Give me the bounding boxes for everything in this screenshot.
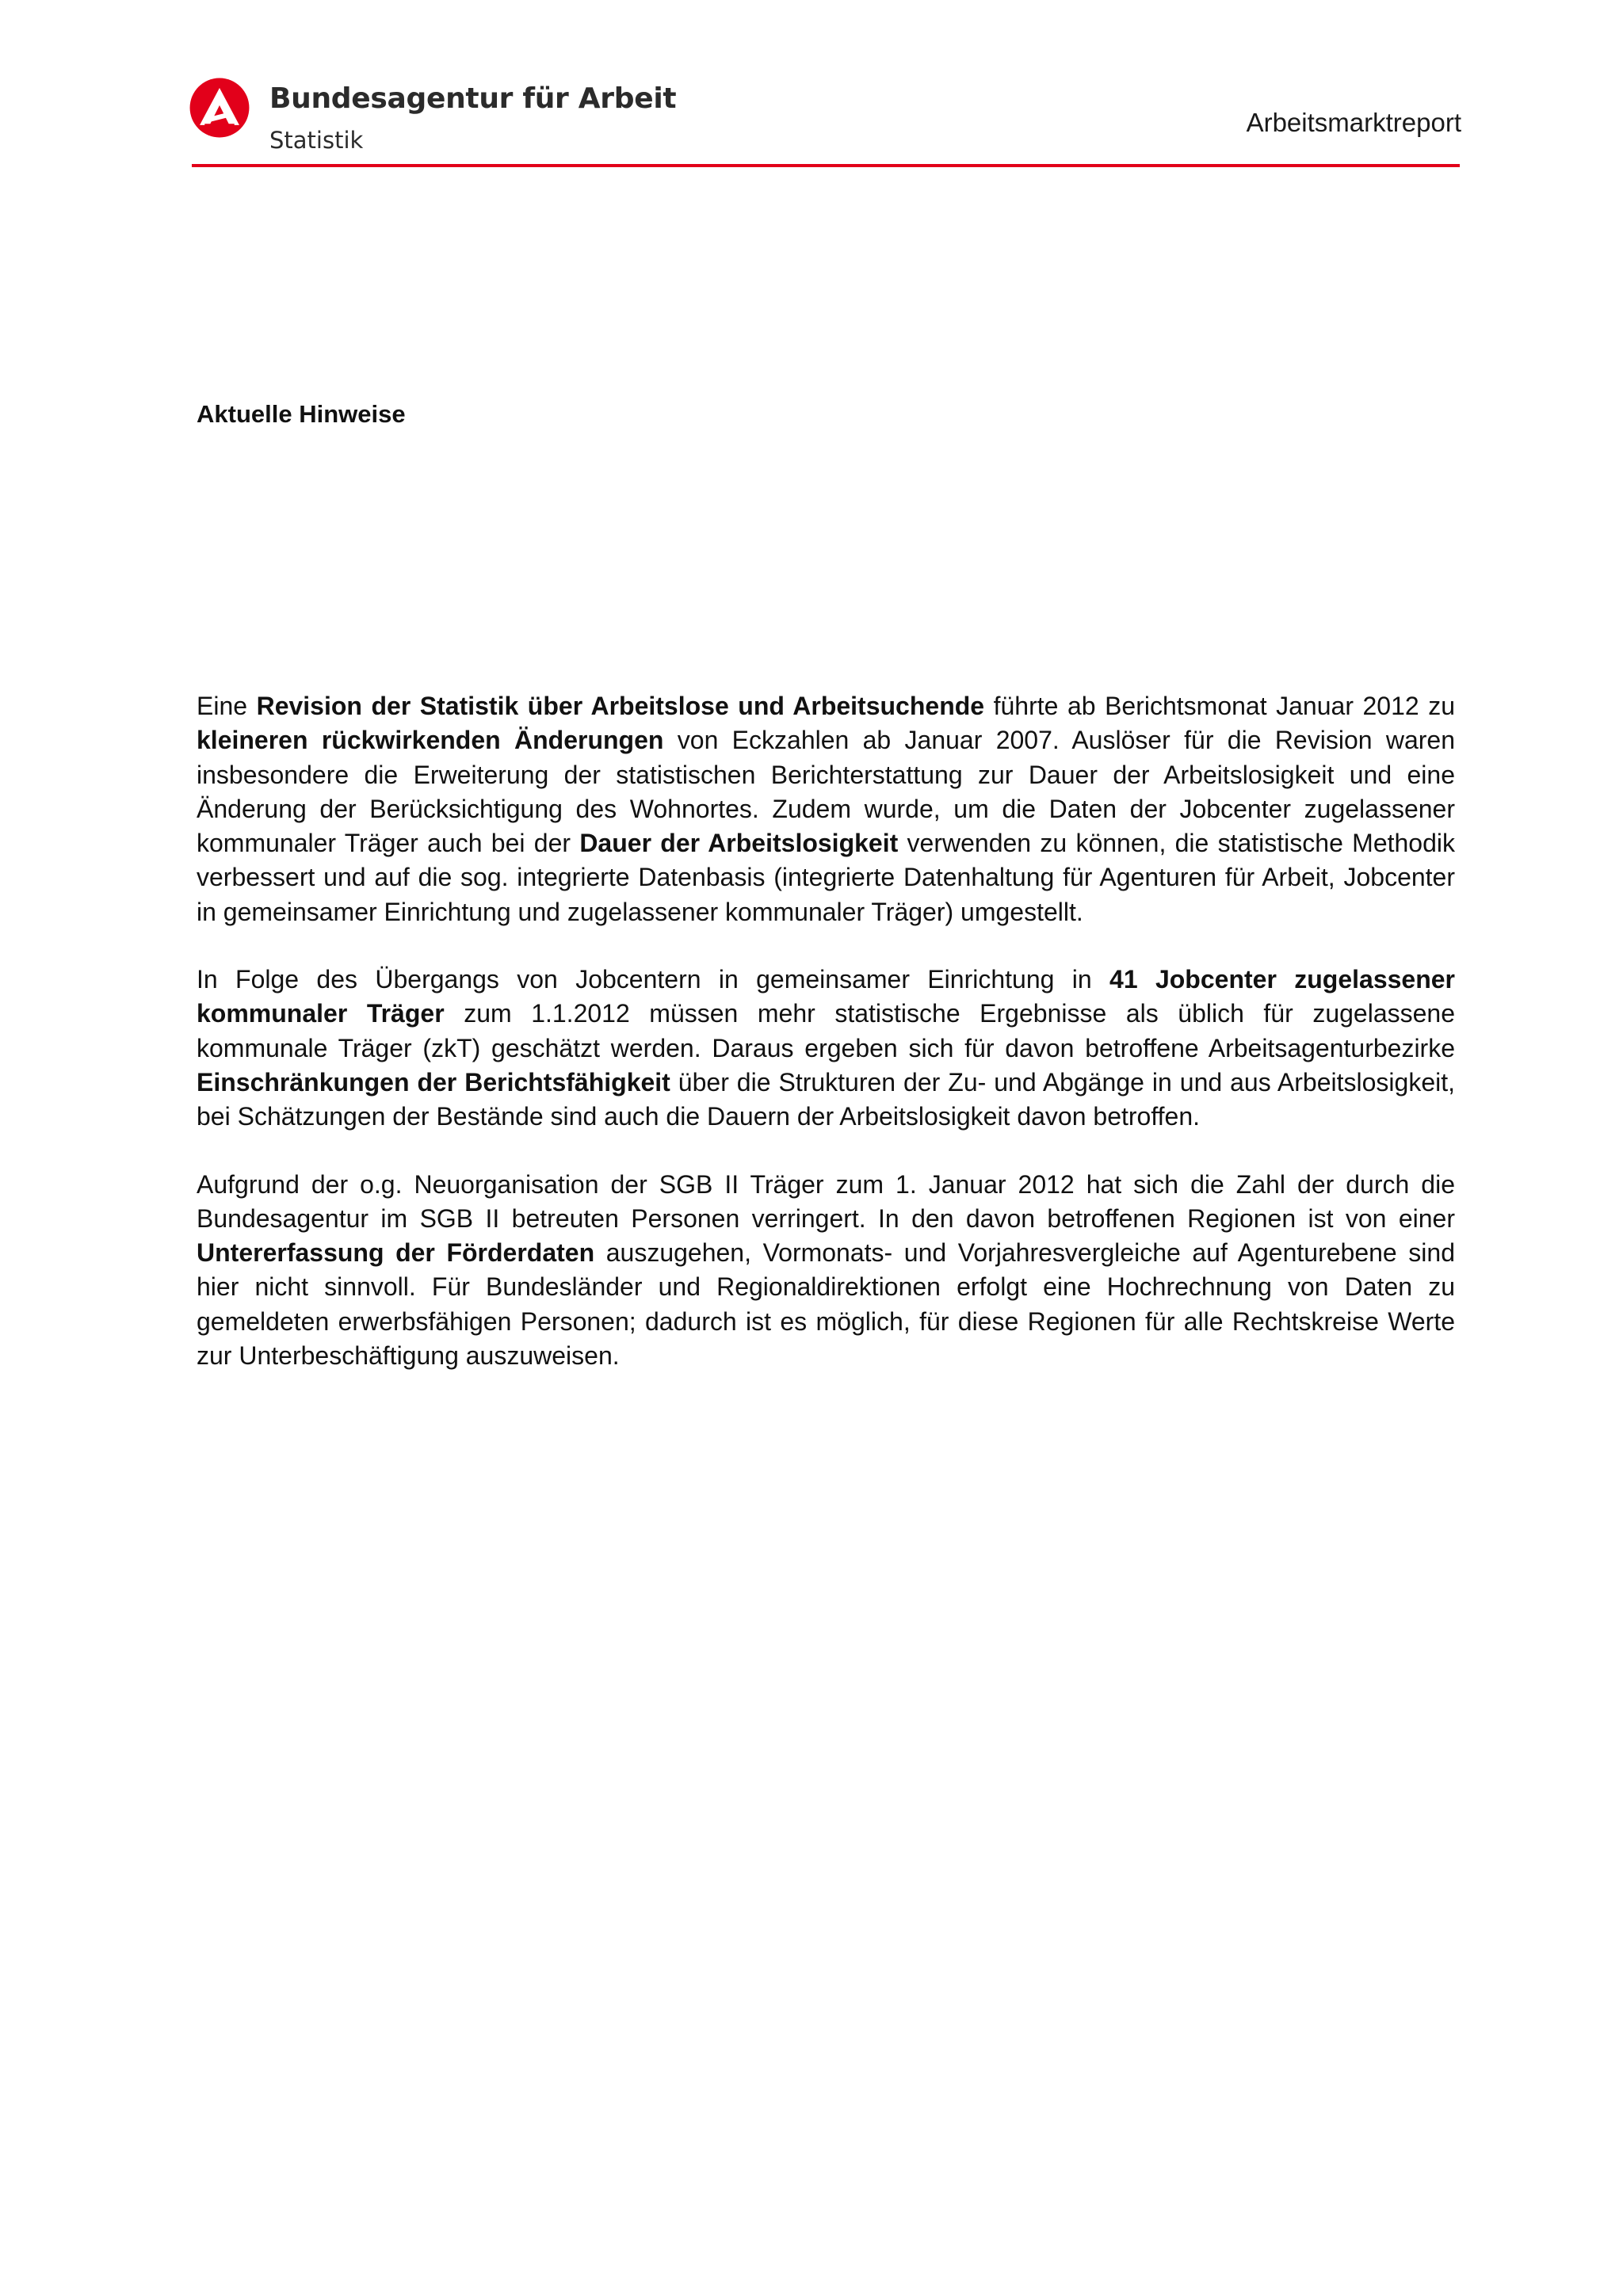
paragraph	[197, 689, 1455, 929]
body-text: Aufgrund der o.g. Neuorganisation der SGB II Träger zum 1. Januar 2012 hat sich die Zahl der durch die Bundesagentur im SGB II betreuten Personen verringert. In den davon betroffenen Regionen ist von einer	[197, 1169, 1455, 1233]
paragraph	[197, 963, 1455, 1134]
emphasis-text: kleineren rückwirkenden Änderungen	[197, 726, 664, 755]
header-divider	[192, 164, 1460, 167]
notice-body	[197, 689, 1455, 1406]
ba-logo-icon	[189, 77, 250, 139]
emphasis-text: Revision der Statistik über Arbeitslose und Arbeitsuchende	[256, 692, 985, 720]
body-text: In Folge des Übergangs von Jobcentern in gemeinsamer Einrichtung in	[197, 965, 1110, 994]
body-text: verwenden zu können, die statistische Methodik verbessert und auf die sog. integrierte Datenbasis (integrierte Datenhaltung für Agenturen für Arbeit, Jobcenter in gemeinsamer Einrichtung und zugelassener kommunaler Träger) umgestellt.	[197, 829, 1456, 926]
paragraph	[197, 1168, 1455, 1374]
emphasis-text: 41 Jobcenter zugelassener kommunaler Träger	[197, 965, 1456, 1028]
org-subtitle: Statistik	[269, 127, 364, 154]
body-text: von Eckzahlen ab Januar 2007. Auslöser für die Revision waren insbesondere die Erweiterung der statistischen Berichterstattung zur Dauer der Arbeitslosigkeit und eine Änderung der Berücksichtigung des Wohnortes. Zudem wurde, um die Daten der Jobcenter zugelassener kommunaler Träger auch bei der	[197, 726, 1456, 858]
body-text: über die Strukturen der Zu- und Abgänge in und aus Arbeitslosigkeit, bei Schätzungen der Bestände sind auch die Dauern der Arbeitslosigkeit davon betroffen.	[197, 1067, 1456, 1131]
section-title: Aktuelle Hinweise	[197, 400, 406, 428]
report-type: Arbeitsmarktreport	[1246, 108, 1461, 137]
body-text: zum 1.1.2012 müssen mehr statistische Ergebnisse als üblich für zugelassene kommunale Träger (zkT) geschätzt werden. Daraus ergeben sich für davon betroffene Arbeitsagenturbezirke	[197, 999, 1456, 1062]
emphasis-text: Untererfassung der Förderdaten	[197, 1238, 595, 1268]
emphasis-text: Dauer der Arbeitslosigkeit	[579, 829, 899, 858]
body-text: führte ab Berichtsmonat Januar 2012 zu	[984, 692, 1456, 720]
emphasis-text: Einschränkungen der Berichtsfähigkeit	[197, 1067, 670, 1097]
org-name: Bundesagentur für Arbeit	[269, 82, 677, 115]
body-text: Eine	[197, 692, 257, 720]
page-header	[189, 73, 1461, 168]
body-text: auszugehen, Vormonats- und Vorjahresvergleiche auf Agenturebene sind hier nicht sinnvoll. Für Bundesländer und Regionaldirektionen erfolgt eine Hochrechnung von Daten zu gemeldeten erwerbsfähigen Personen; dadurch ist es möglich, für diese Regionen für alle Rechtskreise Werte zur Unterbeschäftigung auszuweisen.	[197, 1238, 1455, 1371]
